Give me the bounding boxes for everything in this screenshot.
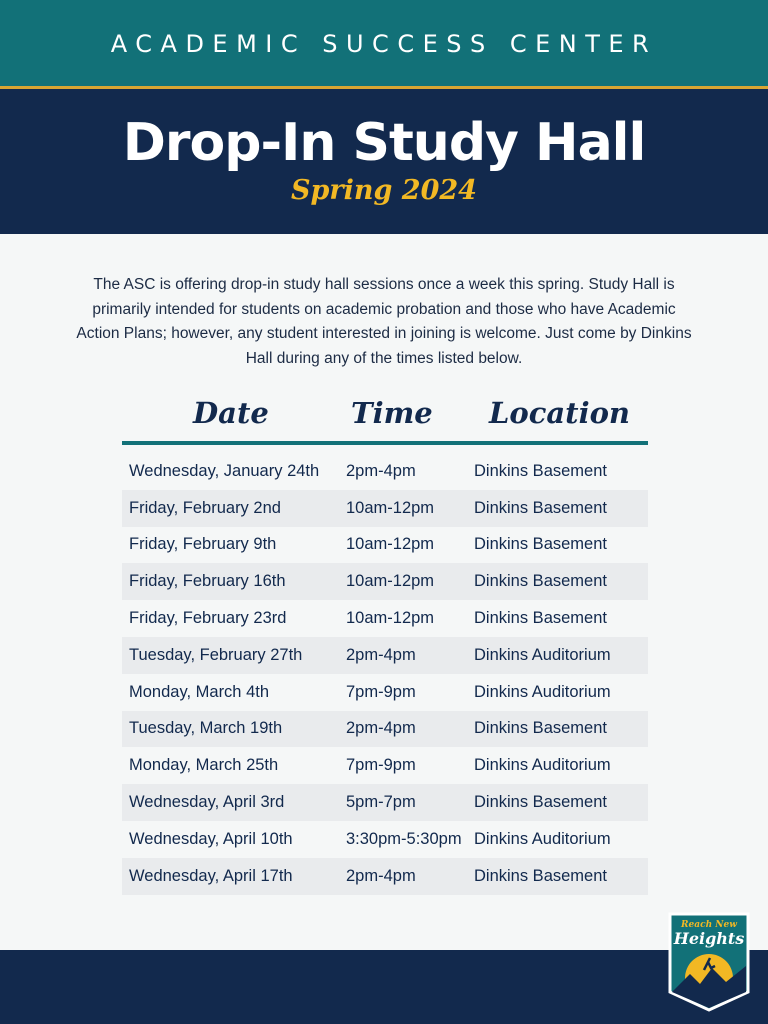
time-cell: 2pm-4pm (346, 461, 416, 480)
location-cell: Dinkins Basement (474, 609, 607, 628)
date-cell: Wednesday, April 17th (129, 866, 293, 885)
table-row (122, 711, 648, 748)
footer-bar (0, 950, 768, 1024)
schedule-table (122, 453, 648, 895)
time-cell: 10am-12pm (346, 535, 435, 554)
time-cell: 10am-12pm (346, 498, 435, 517)
column-header-date: Date (193, 396, 269, 430)
header (0, 89, 768, 234)
page-subtitle: Spring 2024 (291, 175, 477, 206)
table-row (122, 600, 648, 637)
location-cell: Dinkins Basement (474, 461, 607, 480)
date-cell: Friday, February 2nd (129, 498, 281, 517)
table-row (122, 858, 648, 895)
table-row (122, 563, 648, 600)
page-title: Drop-In Study Hall (122, 113, 646, 173)
column-header-time: Time (351, 396, 433, 430)
table-row (122, 490, 648, 527)
date-cell: Monday, March 25th (129, 756, 279, 775)
location-cell: Dinkins Basement (474, 866, 607, 885)
location-cell: Dinkins Basement (474, 498, 607, 517)
location-cell: Dinkins Basement (474, 572, 607, 591)
date-cell: Friday, February 9th (129, 535, 277, 554)
time-cell: 3:30pm-5:30pm (346, 829, 462, 848)
location-cell: Dinkins Auditorium (474, 756, 611, 775)
date-cell: Wednesday, April 10th (129, 829, 293, 848)
column-header-location: Location (489, 396, 631, 430)
table-row (122, 784, 648, 821)
date-cell: Monday, March 4th (129, 682, 270, 701)
time-cell: 5pm-7pm (346, 793, 416, 812)
banner-title: ACADEMIC SUCCESS CENTER (110, 30, 658, 58)
top-banner (0, 0, 768, 88)
date-cell: Tuesday, February 27th (129, 645, 303, 664)
date-cell: Wednesday, January 24th (129, 461, 320, 480)
time-cell: 7pm-9pm (346, 756, 416, 775)
location-cell: Dinkins Auditorium (474, 645, 611, 664)
location-cell: Dinkins Basement (474, 719, 607, 738)
time-cell: 7pm-9pm (346, 682, 416, 701)
table-row (122, 821, 648, 858)
reach-new-heights-logo (668, 912, 750, 1012)
header-rule (122, 441, 648, 445)
table-row (122, 747, 648, 784)
badge-line2: Heights (673, 929, 745, 948)
intro-paragraph: The ASC is offering drop-in study hall sessions once a week this spring. Study Hall is primarily intended for students on academic probation and those who have Academic Action Plans; however, any student interested in joining is welcome. Just come by Dinkins Hall during any of the times listed below. (76, 276, 692, 367)
date-cell: Friday, February 16th (129, 572, 286, 591)
time-cell: 10am-12pm (346, 609, 435, 628)
location-cell: Dinkins Basement (474, 535, 607, 554)
time-cell: 2pm-4pm (346, 645, 416, 664)
time-cell: 2pm-4pm (346, 719, 416, 738)
table-row (122, 527, 648, 564)
time-cell: 10am-12pm (346, 572, 435, 591)
location-cell: Dinkins Auditorium (474, 682, 611, 701)
location-cell: Dinkins Auditorium (474, 829, 611, 848)
location-cell: Dinkins Basement (474, 793, 607, 812)
date-cell: Tuesday, March 19th (129, 719, 283, 738)
date-cell: Wednesday, April 3rd (129, 793, 285, 812)
table-row (122, 674, 648, 711)
time-cell: 2pm-4pm (346, 866, 416, 885)
badge-line1: Reach New (681, 920, 737, 930)
table-row (122, 453, 648, 490)
table-row (122, 637, 648, 674)
date-cell: Friday, February 23rd (129, 609, 287, 628)
